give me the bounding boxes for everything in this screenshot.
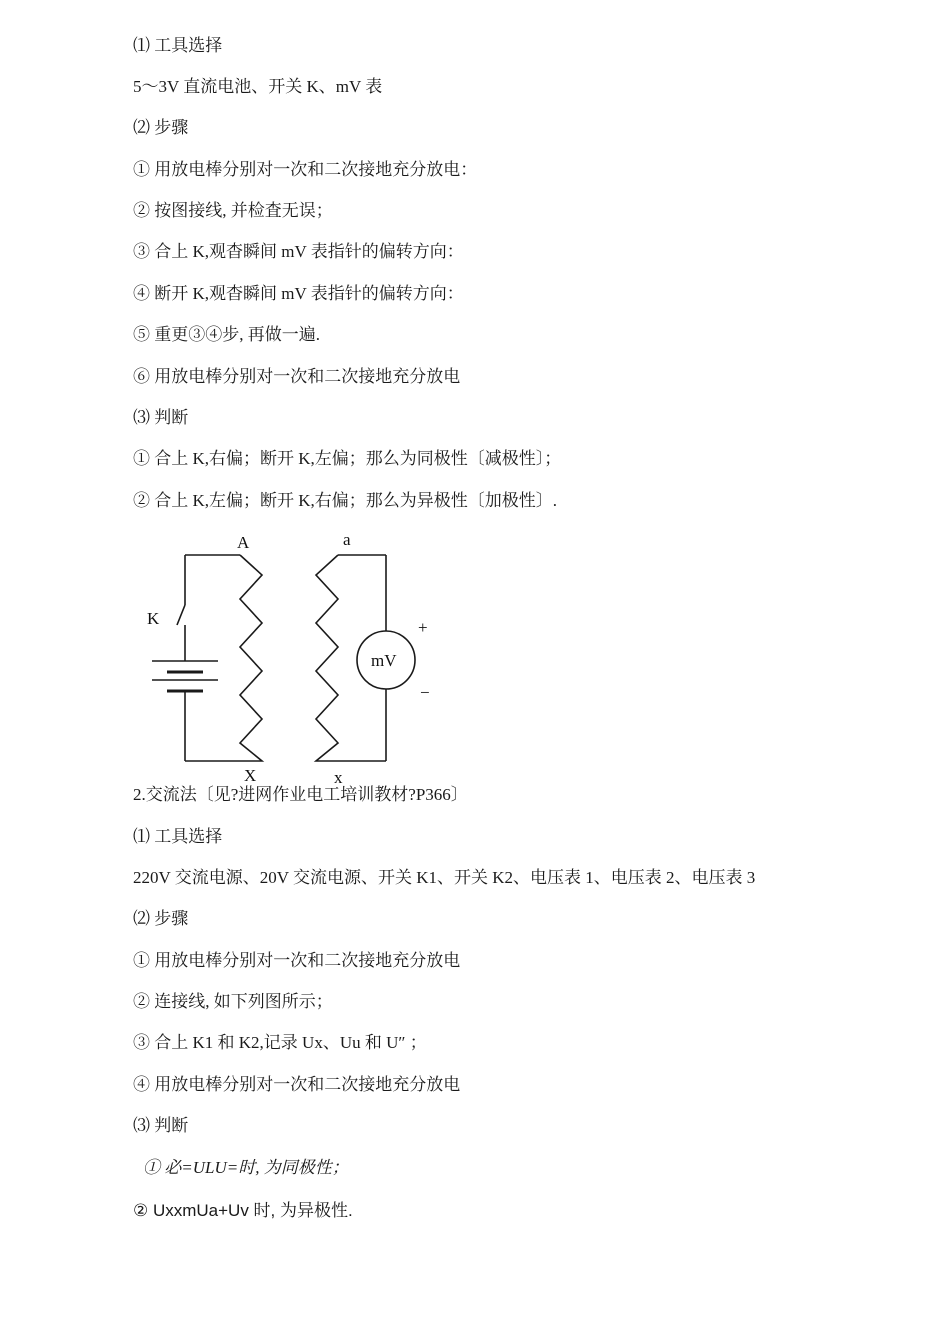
dc-judgement-1: ① 合上 K,右偏；断开 K,左偏；那么为同极性〔减极性〕； [133,449,562,468]
dc-tools-text: 5〜3V 直流电池、开关 K、mV 表 [133,77,383,96]
ac-step-3: ③ 合上 K1 和 K2,记录 Ux、Uu 和 U″ ； [133,1033,427,1052]
meter-minus-label: − [420,683,430,702]
dc-judge-heading: ⑶ 判断 [133,408,189,427]
terminal-label-a: a [343,530,351,549]
dc-step-3: ③ 合上 K,观杳瞬间 mV 表指针的偏转方向： [133,242,464,261]
dc-steps-heading: ⑵ 步骤 [133,118,189,137]
ac-judgement-1: ① 必=ULU=时, 为同极性； [143,1158,349,1177]
polarity-test-circuit-diagram [140,525,450,790]
meter-label: mV [371,651,397,670]
switch-k-blade [177,605,185,625]
switch-label-K: K [147,609,160,628]
terminal-label-x: x [334,768,343,787]
ac-steps-heading: ⑵ 步骤 [133,909,189,928]
dc-step-4: ④ 断开 K,观杳瞬间 mV 表指针的偏转方向： [133,284,464,303]
ac-step-2: ② 连接线, 如下列图所示； [133,992,333,1011]
ac-judgement-2: ② UxxmUa+Uv 时, 为异极性. [133,1201,353,1220]
terminal-label-X: X [244,766,257,785]
terminal-label-A: A [237,533,250,552]
meter-plus-label: + [418,618,428,637]
dc-step-1: ① 用放电棒分别对一次和二次接地充分放电： [133,160,478,179]
dc-tools-heading: ⑴ 工具选择 [133,36,223,55]
dc-step-6: ⑥ 用放电棒分别对一次和二次接地充分放电 [133,367,461,386]
dc-judgement-2: ② 合上 K,左偏；断开 K,右偏；那么为异极性〔加极性〕. [133,491,558,510]
secondary-winding [316,555,338,761]
ac-step-1: ① 用放电棒分别对一次和二次接地充分放电 [133,951,461,970]
dc-step-5: ⑤ 重更③④步, 再做一遍. [133,325,320,344]
ac-step-4: ④ 用放电棒分别对一次和二次接地充分放电 [133,1075,461,1094]
dc-step-2: ② 按图接线, 并检査无误； [133,201,333,220]
ac-judge-heading: ⑶ 判断 [133,1116,189,1135]
ac-section-title: 2.交流法〔见?进网作业电工培训教材?P366〕 [133,785,468,804]
ac-tools-text: 220V 交流电源、20V 交流电源、开关 K1、开关 K2、电压表 1、电压表 2、电压表 3 [133,868,756,887]
ac-tools-heading: ⑴ 工具选择 [133,827,223,846]
primary-winding [240,555,262,761]
